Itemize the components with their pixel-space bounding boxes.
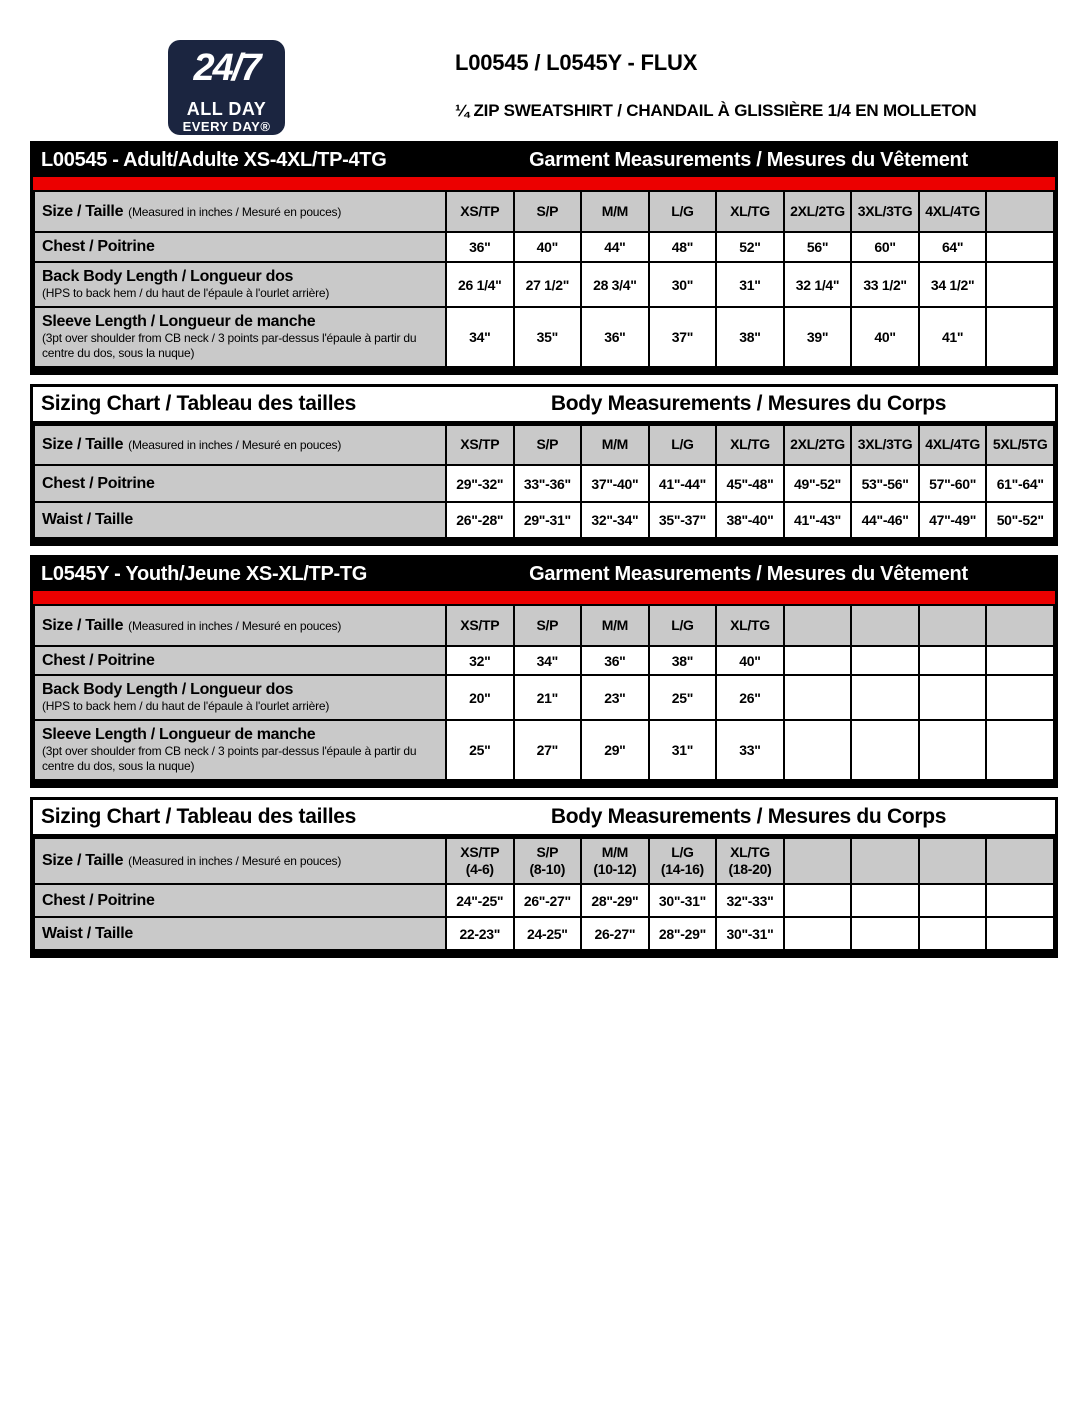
size-column-header bbox=[716, 425, 784, 465]
row-label-cell bbox=[34, 465, 446, 502]
measurement-value: 41" bbox=[919, 307, 987, 367]
measured-in-inches-note: (Measured in inches / Mesuré en pouces) bbox=[128, 854, 342, 868]
size-column-header bbox=[716, 191, 784, 232]
size-column-name: S/P bbox=[536, 616, 559, 633]
measurement-value: 35" bbox=[514, 307, 582, 367]
size-label-cell bbox=[34, 191, 446, 232]
table-title-right: Garment Measurements / Mesures du Vêtement bbox=[529, 149, 968, 171]
row-label: Back Body Length / Longueur dos bbox=[42, 681, 294, 698]
measurement-value: 34 1/2" bbox=[919, 262, 987, 307]
measurement-value: 47"-49" bbox=[919, 502, 987, 538]
size-header-row bbox=[34, 425, 1054, 465]
row-label-cell bbox=[34, 917, 446, 950]
measurement-value bbox=[919, 720, 987, 780]
measurement-row bbox=[34, 465, 1054, 502]
table-title-bar bbox=[33, 144, 1055, 177]
table-title-left: Sizing Chart / Tableau des tailles bbox=[41, 392, 356, 415]
size-column-header bbox=[919, 838, 987, 884]
measurement-value: 26"-27" bbox=[514, 884, 582, 917]
measurement-value bbox=[851, 884, 919, 917]
measurement-value bbox=[851, 646, 919, 675]
table-title-right: Body Measurements / Mesures du Corps bbox=[550, 805, 947, 828]
measurement-value bbox=[986, 917, 1054, 950]
row-label-cell bbox=[34, 646, 446, 675]
size-column-name: 3XL/3TG bbox=[857, 436, 913, 453]
size-column-header bbox=[446, 838, 514, 884]
measurement-value: 34" bbox=[446, 307, 514, 367]
row-label-cell bbox=[34, 675, 446, 720]
measurement-value bbox=[851, 675, 919, 720]
measurement-value bbox=[784, 884, 852, 917]
measurement-row bbox=[34, 646, 1054, 675]
size-label-cell bbox=[34, 838, 446, 884]
size-column-header bbox=[851, 425, 919, 465]
measurement-value: 29"-32" bbox=[446, 465, 514, 502]
size-column-name: S/P bbox=[536, 436, 559, 453]
measurement-value: 38" bbox=[649, 646, 717, 675]
measurement-value: 35"-37" bbox=[649, 502, 717, 538]
measurement-value bbox=[986, 720, 1054, 780]
measurement-value: 20" bbox=[446, 675, 514, 720]
measurement-row bbox=[34, 502, 1054, 538]
size-column-name: XL/TG bbox=[730, 843, 770, 860]
size-column-name: XL/TG bbox=[730, 616, 770, 633]
size-column-name: L/G bbox=[671, 843, 694, 860]
size-label: Size / Taille bbox=[42, 436, 124, 453]
size-column-header bbox=[784, 191, 852, 232]
table-title-right: Garment Measurements / Mesures du Vêtement bbox=[529, 563, 968, 585]
size-column-name: XS/TP bbox=[460, 436, 500, 453]
measured-in-inches-note: (Measured in inches / Mesuré en pouces) bbox=[128, 438, 342, 452]
size-label: Size / Taille bbox=[42, 202, 124, 220]
size-column-name: 4XL/4TG bbox=[925, 436, 980, 453]
measurement-value: 28 3/4" bbox=[581, 262, 649, 307]
measurement-value: 39" bbox=[784, 307, 852, 367]
size-column-header bbox=[716, 838, 784, 884]
size-column-name: S/P bbox=[536, 202, 559, 219]
row-label-cell bbox=[34, 307, 446, 367]
row-label-cell bbox=[34, 232, 446, 262]
size-label-cell bbox=[34, 425, 446, 465]
size-column-header bbox=[919, 425, 987, 465]
measurement-row bbox=[34, 884, 1054, 917]
logo-tagline bbox=[168, 97, 285, 135]
size-column-name: XS/TP bbox=[460, 843, 500, 860]
measurement-value: 53"-56" bbox=[851, 465, 919, 502]
row-note: (HPS to back hem / du haut de l'épaule à l'ourlet arrière) bbox=[42, 699, 330, 713]
measurement-value bbox=[919, 917, 987, 950]
measurement-row bbox=[34, 262, 1054, 307]
size-column-header bbox=[851, 605, 919, 646]
table-title-row bbox=[33, 387, 1055, 424]
size-column-header bbox=[514, 191, 582, 232]
measurement-value: 28"-29" bbox=[649, 917, 717, 950]
measurement-value bbox=[784, 675, 852, 720]
measurement-value: 52" bbox=[716, 232, 784, 262]
size-column-header bbox=[581, 425, 649, 465]
measurement-value: 56" bbox=[784, 232, 852, 262]
measurement-value bbox=[851, 720, 919, 780]
size-column-name: M/M bbox=[601, 616, 629, 633]
size-column-header bbox=[986, 605, 1054, 646]
row-label: Chest / Poitrine bbox=[42, 891, 155, 909]
size-column-header bbox=[986, 838, 1054, 884]
red-stripe bbox=[33, 177, 1055, 190]
product-title: L00545 / L0545Y - FLUX bbox=[455, 50, 698, 75]
size-column-name: M/M bbox=[601, 436, 629, 453]
table-title-bar bbox=[33, 558, 1055, 591]
measurement-value: 60" bbox=[851, 232, 919, 262]
size-column-header bbox=[649, 191, 717, 232]
size-column-header bbox=[851, 838, 919, 884]
measurement-value: 40" bbox=[851, 307, 919, 367]
measurement-value bbox=[784, 917, 852, 950]
size-column-header bbox=[784, 605, 852, 646]
size-column-header bbox=[446, 191, 514, 232]
size-label-cell bbox=[34, 605, 446, 646]
row-label: Back Body Length / Longueur dos bbox=[42, 268, 294, 285]
measurement-value: 45"-48" bbox=[716, 465, 784, 502]
size-column-header bbox=[446, 425, 514, 465]
row-note: (3pt over shoulder from CB neck / 3 points par-dessus l'épaule à partir du centre du dos, sous la nuque) bbox=[42, 331, 417, 360]
row-label: Waist / Taille bbox=[42, 511, 133, 528]
measurement-value bbox=[986, 262, 1054, 307]
measurement-value: 44" bbox=[581, 232, 649, 262]
measurement-value: 48" bbox=[649, 232, 717, 262]
size-header-row bbox=[34, 605, 1054, 646]
row-note: (3pt over shoulder from CB neck / 3 points par-dessus l'épaule à partir du centre du dos, sous la nuque) bbox=[42, 744, 417, 773]
size-column-name: L/G bbox=[671, 616, 694, 633]
measurement-value bbox=[986, 675, 1054, 720]
size-column-header bbox=[649, 425, 717, 465]
table-adult-body bbox=[30, 384, 1058, 546]
row-label: Chest / Poitrine bbox=[42, 651, 155, 669]
row-note: (HPS to back hem / du haut de l'épaule à l'ourlet arrière) bbox=[42, 286, 330, 300]
size-column-name: XS/TP bbox=[460, 202, 500, 219]
measurement-value bbox=[851, 917, 919, 950]
measurement-value bbox=[919, 884, 987, 917]
size-column-name: 2XL/2TG bbox=[790, 202, 845, 219]
measurement-value: 27 1/2" bbox=[514, 262, 582, 307]
measurement-value bbox=[986, 884, 1054, 917]
size-column-name: M/M bbox=[601, 843, 629, 860]
measurement-value: 36" bbox=[446, 232, 514, 262]
measurement-grid bbox=[33, 837, 1055, 951]
size-column-header bbox=[581, 191, 649, 232]
size-column-range: (10-12) bbox=[593, 861, 637, 877]
table-adult-garment bbox=[30, 141, 1058, 375]
measurement-value: 41"-44" bbox=[649, 465, 717, 502]
size-column-header bbox=[716, 605, 784, 646]
measurement-value: 32 1/4" bbox=[784, 262, 852, 307]
measurement-value: 32" bbox=[446, 646, 514, 675]
size-column-range: (4-6) bbox=[465, 861, 494, 877]
measurement-value: 37" bbox=[649, 307, 717, 367]
product-subtitle: ¼ ZIP SWEATSHIRT / CHANDAIL À GLISSIÈRE 1/4 EN MOLLETON bbox=[455, 101, 977, 120]
size-column-header bbox=[919, 605, 987, 646]
measurement-value: 21" bbox=[514, 675, 582, 720]
logo-24-7-text: 24/7 bbox=[193, 47, 260, 89]
table-title-left: L00545 - Adult/Adulte XS-4XL/TP-4TG bbox=[41, 149, 387, 171]
measurement-value: 31" bbox=[716, 262, 784, 307]
table-title-left: L0545Y - Youth/Jeune XS-XL/TP-TG bbox=[41, 563, 368, 585]
measurement-value: 23" bbox=[581, 675, 649, 720]
measurement-value bbox=[784, 720, 852, 780]
measurement-value: 37"-40" bbox=[581, 465, 649, 502]
measurement-row bbox=[34, 720, 1054, 780]
size-column-header bbox=[784, 838, 852, 884]
measurement-value bbox=[986, 646, 1054, 675]
measurement-value: 26-27" bbox=[581, 917, 649, 950]
measurement-value: 25" bbox=[649, 675, 717, 720]
logo-all-day-text: ALL DAY bbox=[186, 98, 267, 119]
size-column-header bbox=[649, 838, 717, 884]
measurement-value: 36" bbox=[581, 307, 649, 367]
size-column-header bbox=[986, 191, 1054, 232]
document-header bbox=[455, 50, 976, 121]
measured-in-inches-note: (Measured in inches / Mesuré en pouces) bbox=[128, 204, 342, 219]
measurement-value bbox=[784, 646, 852, 675]
row-label: Sleeve Length / Longueur de manche bbox=[42, 313, 316, 330]
row-label: Sleeve Length / Longueur de manche bbox=[42, 726, 316, 743]
size-column-header bbox=[649, 605, 717, 646]
measurement-value: 64" bbox=[919, 232, 987, 262]
row-label-cell bbox=[34, 720, 446, 780]
size-label: Size / Taille bbox=[42, 616, 124, 634]
table-youth-garment bbox=[30, 555, 1058, 788]
size-column-header bbox=[514, 838, 582, 884]
size-column-header bbox=[784, 425, 852, 465]
size-column-name: M/M bbox=[601, 202, 629, 219]
measurement-value: 33"-36" bbox=[514, 465, 582, 502]
size-column-range: (18-20) bbox=[728, 861, 772, 877]
measurement-value: 32"-34" bbox=[581, 502, 649, 538]
measurement-value: 31" bbox=[649, 720, 717, 780]
size-column-name: 3XL/3TG bbox=[857, 202, 913, 219]
measurement-row bbox=[34, 232, 1054, 262]
table-title-row bbox=[33, 800, 1055, 837]
measurement-value: 26" bbox=[716, 675, 784, 720]
measurement-value: 41"-43" bbox=[784, 502, 852, 538]
measurement-value: 44"-46" bbox=[851, 502, 919, 538]
table-title-left: Sizing Chart / Tableau des tailles bbox=[41, 805, 356, 828]
size-column-name: XS/TP bbox=[460, 616, 500, 633]
row-label-cell bbox=[34, 262, 446, 307]
measurement-value: 30" bbox=[649, 262, 717, 307]
measurement-value: 32"-33" bbox=[716, 884, 784, 917]
brand-logo bbox=[168, 40, 285, 135]
measurement-value: 33 1/2" bbox=[851, 262, 919, 307]
size-column-name: 2XL/2TG bbox=[790, 436, 845, 453]
size-header-row bbox=[34, 191, 1054, 232]
measurement-value: 30"-31" bbox=[649, 884, 717, 917]
size-column-range: (8-10) bbox=[529, 861, 566, 877]
size-column-header bbox=[581, 838, 649, 884]
measurement-value: 34" bbox=[514, 646, 582, 675]
measurement-value: 36" bbox=[581, 646, 649, 675]
red-stripe bbox=[33, 591, 1055, 604]
measurement-row bbox=[34, 917, 1054, 950]
measurement-value: 22-23" bbox=[446, 917, 514, 950]
measurement-value: 26 1/4" bbox=[446, 262, 514, 307]
measurement-value: 61"-64" bbox=[986, 465, 1054, 502]
logo-every-day-text: EVERY DAY® bbox=[182, 118, 271, 134]
measurement-value: 30"-31" bbox=[716, 917, 784, 950]
size-column-header bbox=[919, 191, 987, 232]
row-label: Chest / Poitrine bbox=[42, 474, 155, 492]
measurement-value: 28"-29" bbox=[581, 884, 649, 917]
size-column-header bbox=[514, 605, 582, 646]
measurement-value: 24-25" bbox=[514, 917, 582, 950]
measurement-row bbox=[34, 307, 1054, 367]
size-column-header bbox=[514, 425, 582, 465]
size-column-range: (14-16) bbox=[660, 861, 704, 877]
measurement-value bbox=[919, 646, 987, 675]
measurement-value bbox=[986, 232, 1054, 262]
size-column-name: 4XL/4TG bbox=[925, 202, 980, 219]
measured-in-inches-note: (Measured in inches / Mesuré en pouces) bbox=[128, 618, 342, 633]
table-youth-body bbox=[30, 797, 1058, 958]
measurement-value bbox=[986, 307, 1054, 367]
size-column-header bbox=[581, 605, 649, 646]
measurement-value: 29"-31" bbox=[514, 502, 582, 538]
measurement-value: 33" bbox=[716, 720, 784, 780]
logo-24-7-badge bbox=[168, 40, 285, 97]
row-label-cell bbox=[34, 884, 446, 917]
row-label: Waist / Taille bbox=[42, 924, 133, 942]
size-header-row bbox=[34, 838, 1054, 884]
size-column-header bbox=[446, 605, 514, 646]
measurement-value: 49"-52" bbox=[784, 465, 852, 502]
measurement-grid bbox=[33, 190, 1055, 368]
size-label: Size / Taille bbox=[42, 852, 124, 869]
measurement-grid bbox=[33, 424, 1055, 539]
table-title-right: Body Measurements / Mesures du Corps bbox=[550, 392, 947, 415]
measurement-grid bbox=[33, 604, 1055, 781]
measurement-value: 57"-60" bbox=[919, 465, 987, 502]
measurement-value: 40" bbox=[716, 646, 784, 675]
row-label-cell bbox=[34, 502, 446, 538]
measurement-value: 38" bbox=[716, 307, 784, 367]
measurement-value: 27" bbox=[514, 720, 582, 780]
size-column-name: L/G bbox=[671, 202, 694, 219]
measurement-value: 24"-25" bbox=[446, 884, 514, 917]
measurement-value: 29" bbox=[581, 720, 649, 780]
size-column-name: XL/TG bbox=[730, 436, 770, 453]
measurement-value: 26"-28" bbox=[446, 502, 514, 538]
size-column-name: XL/TG bbox=[730, 202, 770, 219]
measurement-value: 40" bbox=[514, 232, 582, 262]
size-column-name: 5XL/5TG bbox=[992, 436, 1048, 453]
row-label: Chest / Poitrine bbox=[42, 238, 155, 255]
size-column-header bbox=[851, 191, 919, 232]
measurement-value: 50"-52" bbox=[986, 502, 1054, 538]
measurement-row bbox=[34, 675, 1054, 720]
size-column-header bbox=[986, 425, 1054, 465]
size-column-name: L/G bbox=[671, 436, 694, 453]
measurement-value: 38"-40" bbox=[716, 502, 784, 538]
measurement-value: 25" bbox=[446, 720, 514, 780]
tables-region bbox=[30, 141, 1058, 958]
size-column-name: S/P bbox=[536, 843, 559, 860]
measurement-value bbox=[919, 675, 987, 720]
